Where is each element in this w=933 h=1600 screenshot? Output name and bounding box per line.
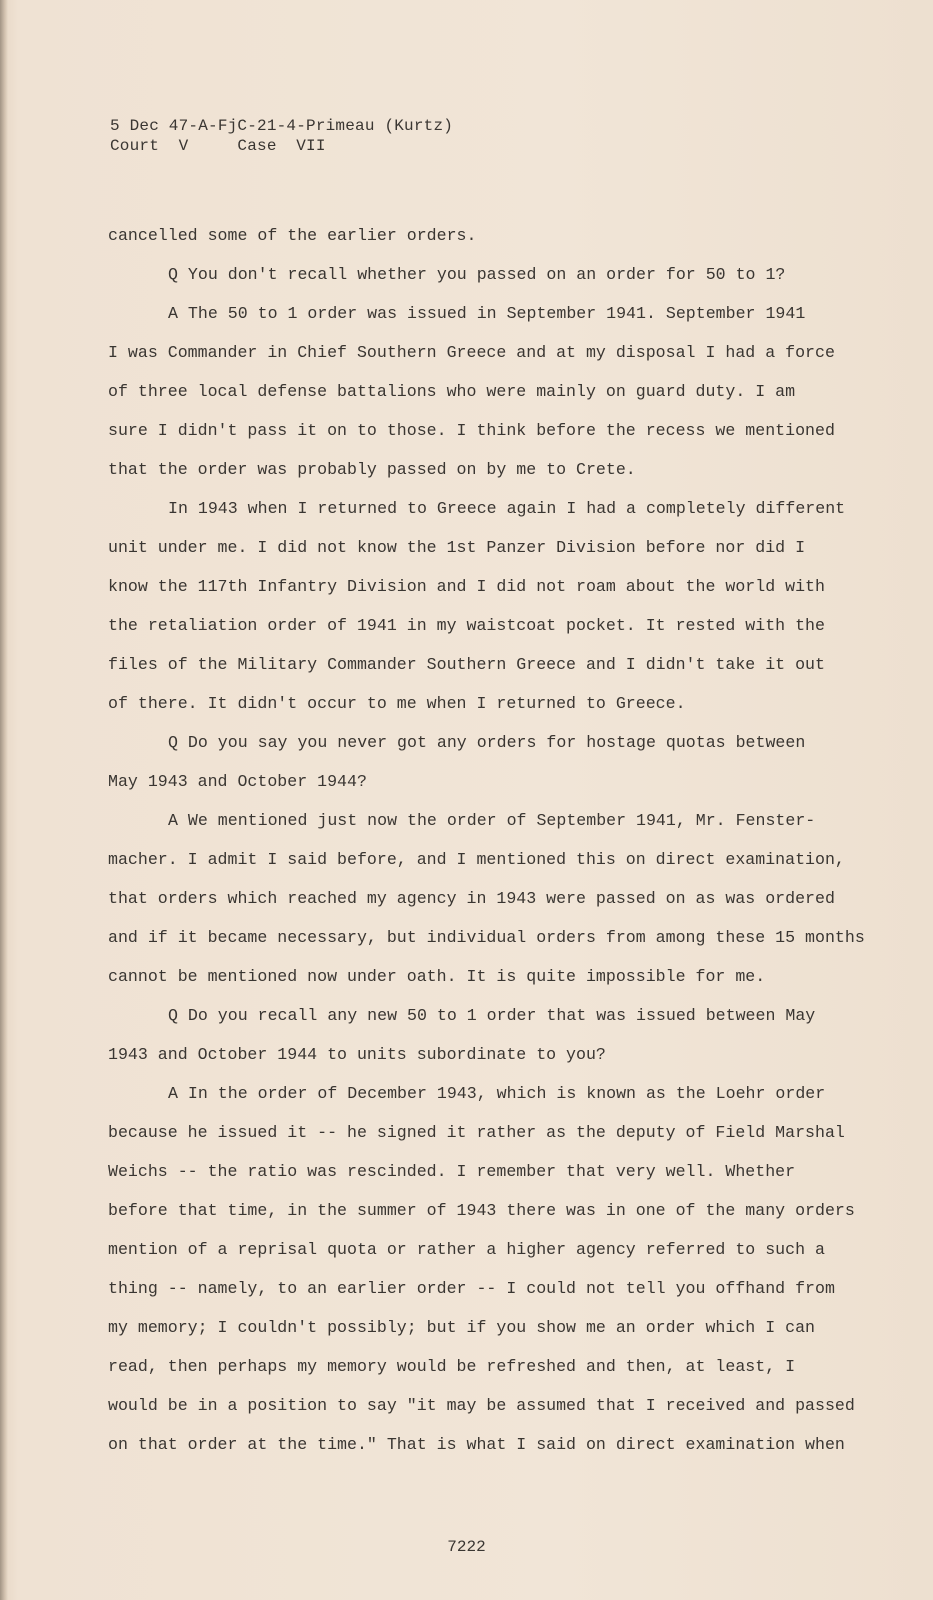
header-reference-line: 5 Dec 47-A-FjC-21-4-Primeau (Kurtz) — [110, 117, 454, 135]
text-line: cancelled some of the earlier orders. — [108, 226, 477, 245]
header-court-case-line: Court V Case VII — [110, 137, 326, 155]
text-line: mention of a reprisal quota or rather a higher agency referred to such a — [108, 1240, 825, 1259]
text-line: 1943 and October 1944 to units subordinate to you? — [108, 1045, 606, 1064]
text-line: that orders which reached my agency in 1943 were passed on as was ordered — [108, 889, 835, 908]
text-line: A The 50 to 1 order was issued in September 1941. September 1941 — [168, 304, 806, 323]
paragraph-answer — [108, 801, 898, 996]
text-line: read, then perhaps my memory would be refreshed and then, at least, I — [108, 1357, 796, 1376]
paper-edge — [0, 0, 8, 1600]
text-line: on that order at the time." That is what I said on direct examination when — [108, 1435, 845, 1454]
text-line: because he issued it -- he signed it rather as the deputy of Field Marshal — [108, 1123, 845, 1142]
transcript-body — [108, 216, 898, 1464]
text-line: of there. It didn't occur to me when I returned to Greece. — [108, 694, 686, 713]
text-line: cannot be mentioned now under oath. It is quite impossible for me. — [108, 967, 766, 986]
text-line: sure I didn't pass it on to those. I think before the recess we mentioned — [108, 421, 835, 440]
paragraph-question — [108, 723, 898, 801]
text-line: files of the Military Commander Southern Greece and I didn't take it out — [108, 655, 825, 674]
text-line: In 1943 when I returned to Greece again I had a completely different — [168, 499, 846, 518]
paragraph-answer — [108, 294, 898, 489]
text-line: I was Commander in Chief Southern Greece and at my disposal I had a force — [108, 343, 835, 362]
text-line: and if it became necessary, but individual orders from among these 15 months — [108, 928, 865, 947]
text-line: would be in a position to say "it may be assumed that I received and passed — [108, 1396, 855, 1415]
paragraph-question — [108, 255, 898, 294]
text-line: before that time, in the summer of 1943 there was in one of the many orders — [108, 1201, 855, 1220]
document-header — [110, 116, 453, 156]
text-line: Q Do you recall any new 50 to 1 order that was issued between May — [168, 1006, 816, 1025]
text-line: thing -- namely, to an earlier order -- I could not tell you offhand from — [108, 1279, 835, 1298]
text-line: of three local defense battalions who were mainly on guard duty. I am — [108, 382, 796, 401]
text-line: unit under me. I did not know the 1st Panzer Division before nor did I — [108, 538, 806, 557]
text-line: Q Do you say you never got any orders for hostage quotas between — [168, 733, 806, 752]
paragraph-continuation — [108, 216, 898, 255]
text-line: know the 117th Infantry Division and I did not roam about the world with — [108, 577, 825, 596]
text-line: the retaliation order of 1941 in my waistcoat pocket. It rested with the — [108, 616, 825, 635]
text-line: Q You don't recall whether you passed on an order for 50 to 1? — [168, 265, 786, 284]
text-line: A We mentioned just now the order of September 1941, Mr. Fenster- — [168, 811, 816, 830]
page-number: 7222 — [447, 1538, 486, 1556]
text-line: Weichs -- the ratio was rescinded. I remember that very well. Whether — [108, 1162, 796, 1181]
paragraph-answer — [108, 1074, 898, 1464]
text-line: that the order was probably passed on by me to Crete. — [108, 460, 636, 479]
paragraph-question — [108, 996, 898, 1074]
text-line: macher. I admit I said before, and I mentioned this on direct examination, — [108, 850, 845, 869]
text-line: A In the order of December 1943, which is known as the Loehr order — [168, 1084, 826, 1103]
paragraph-answer-continued — [108, 489, 898, 723]
text-line: May 1943 and October 1944? — [108, 772, 367, 791]
text-line: my memory; I couldn't possibly; but if you show me an order which I can — [108, 1318, 816, 1337]
